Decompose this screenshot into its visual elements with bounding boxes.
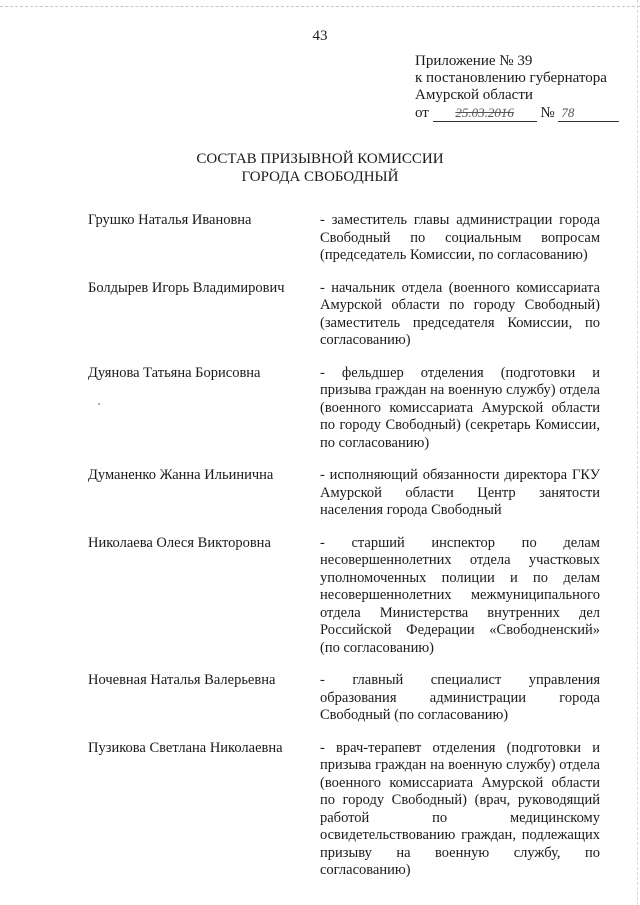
appendix-header [415,53,615,122]
member-name: Ночевная Наталья Валерьевна [88,672,276,688]
member-role: - фельдшер отделения (подготовки и призыва граждан на военную службу) отдела (военного комиссариата Амурской области по городу Свободный) (секретарь Комиссии, по согласованию) [320,364,600,451]
member-role: - исполняющий обязанности директора ГКУ Амурской области Центр занятости населения города Свободный [320,467,600,518]
member-name: Грушко Наталья Ивановна [88,212,252,228]
member-name: Николаева Олеся Викторовна [88,534,271,551]
member-row [88,467,600,520]
member-role: - главный специалист управления образования администрации города Свободный (по согласованию) [320,672,600,723]
member-name: Пузикова Светлана Николаевна [88,739,283,756]
member-row [88,212,600,265]
decree-date: 25.03.2016 [433,104,537,122]
member-role: - заместитель главы администрации города Свободный по социальным вопросам (председатель Комиссии, по согласованию) [320,212,600,263]
appendix-line-3: Амурской области [415,87,533,103]
scan-edge-top [0,6,640,7]
title-line-1: СОСТАВ ПРИЗЫВНОЙ КОМИССИИ [196,151,444,167]
page-number: 43 [312,28,328,44]
decree-number: 78 [558,104,619,122]
member-name: Думаненко Жанна Ильинична [88,467,274,483]
member-name: Дуянова Татьяна Борисовна [88,364,261,381]
member-row [88,740,600,880]
member-role: - начальник отдела (военного комиссариата Амурской области по городу Свободный) (заместитель председателя Комиссии, по согласованию) [320,279,600,348]
appendix-date-number-row [415,104,615,122]
appendix-line-1: Приложение № 39 [415,53,533,69]
member-row [88,365,600,453]
number-label: № [540,105,555,121]
appendix-line-2: к постановлению губернатора [415,70,607,86]
member-role: - старший инспектор по делам несовершеннолетних отдела участковых уполномоченных полиции и по делам несовершеннолетних межмуниципального отдела Министерства внутренних дел Российской Федерации «Свободненский» (по согласованию) [320,534,600,656]
member-row [88,672,600,725]
from-label: от [415,105,429,121]
member-row [88,280,600,350]
scan-edge-right [637,0,638,905]
member-name: Болдырев Игорь Владимирович [88,279,285,296]
member-row [88,535,600,658]
document-title [0,150,640,186]
member-role: - врач-терапевт отделения (подготовки и призыва граждан на военную службу) отдела (военного комиссариата Амурской области по городу Свободный) (врач, руководящий работой по медицинскому освидетельствованию граждан, подлежащих призыву на военную службу, по согласованию) [320,739,600,878]
title-line-2: ГОРОДА СВОБОДНЫЙ [241,169,399,185]
members-list [88,212,600,895]
